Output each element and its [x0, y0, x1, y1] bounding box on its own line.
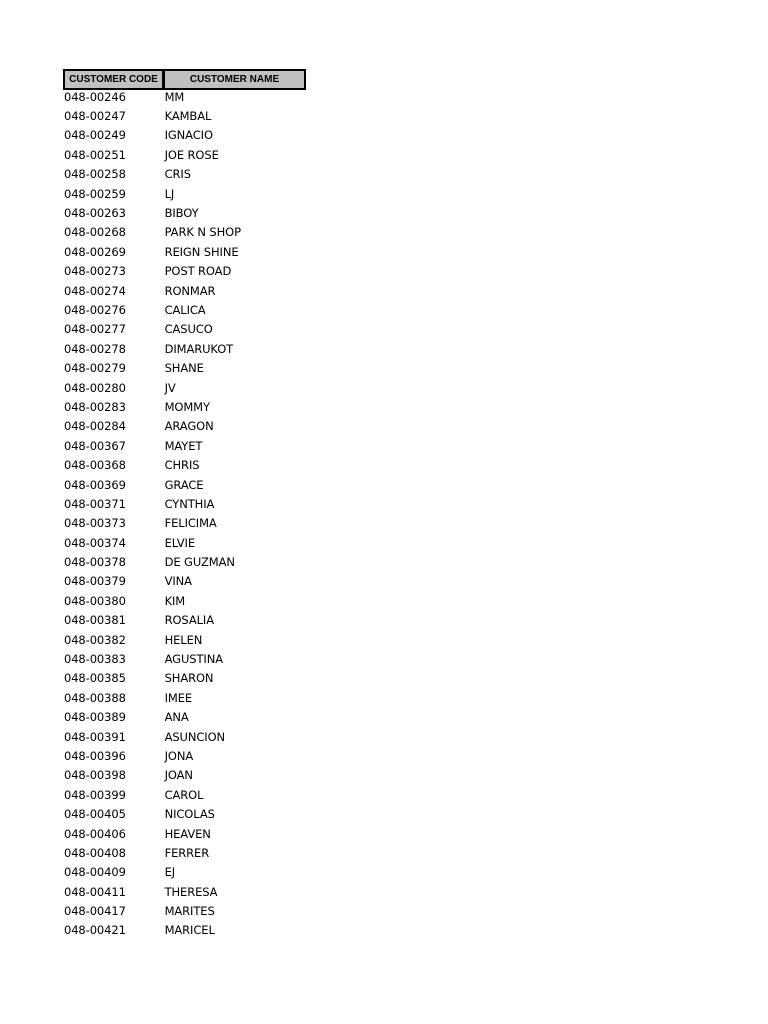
customer-code-cell: 048-00276 [64, 302, 126, 317]
customer-code-cell: 048-00385 [64, 671, 126, 686]
table-row [63, 87, 306, 106]
customer-code-cell: 048-00417 [64, 904, 126, 919]
customer-code-cell: 048-00369 [64, 477, 126, 492]
table-row [63, 417, 306, 436]
customer-code-cell: 048-00381 [64, 613, 126, 628]
table-row [63, 669, 306, 688]
table-row [63, 145, 306, 164]
customer-name-cell: MARICEL [164, 923, 215, 938]
customer-name-cell: CALICA [164, 302, 206, 317]
customer-code-cell: 048-00409 [64, 865, 126, 880]
customer-code-cell: 048-00368 [64, 458, 126, 473]
customer-code-cell: 048-00389 [64, 710, 126, 725]
customer-name-cell: THERESA [164, 884, 218, 899]
table-row [63, 358, 306, 377]
table-header-row [63, 69, 306, 89]
customer-code-cell: 048-00263 [64, 206, 126, 221]
customer-code-cell: 048-00373 [64, 516, 126, 531]
customer-code-cell: 048-00399 [64, 787, 126, 802]
table-row [63, 262, 306, 281]
customer-name-cell: MOMMY [164, 399, 210, 414]
customer-name-cell: FELICIMA [164, 516, 217, 531]
table-row [63, 300, 306, 319]
customer-code-cell: 048-00268 [64, 225, 126, 240]
table-row [63, 824, 306, 843]
customer-code-cell: 048-00382 [64, 632, 126, 647]
customer-code-cell: 048-00383 [64, 652, 126, 667]
customer-name-cell: HEAVEN [164, 826, 211, 841]
table-row [63, 552, 306, 571]
customer-name-cell: CHRIS [164, 458, 200, 473]
customer-code-cell: 048-00379 [64, 574, 126, 589]
customer-code-cell: 048-00259 [64, 186, 126, 201]
table-row [63, 630, 306, 649]
customer-code-cell: 048-00280 [64, 380, 126, 395]
table-row [63, 804, 306, 823]
customer-name-cell: MM [164, 89, 185, 104]
customer-name-cell: ROSALIA [164, 613, 214, 628]
customer-code-cell: 048-00408 [64, 845, 126, 860]
table-row [63, 727, 306, 746]
table-row [63, 320, 306, 339]
customer-name-cell: JOAN [164, 768, 193, 783]
customer-code-cell: 048-00273 [64, 264, 126, 279]
customer-code-cell: 048-00406 [64, 826, 126, 841]
table-row [63, 611, 306, 630]
customer-code-cell: 048-00398 [64, 768, 126, 783]
customer-name-cell: SHANE [164, 361, 204, 376]
customer-name-cell: JONA [164, 748, 194, 763]
customer-name-cell: KAMBAL [164, 109, 212, 124]
table-row [63, 863, 306, 882]
table-row [63, 901, 306, 920]
customer-code-header: CUSTOMER CODE [63, 69, 164, 90]
customer-name-cell: ARAGON [164, 419, 214, 434]
table-row [63, 475, 306, 494]
customer-name-cell: LJ [164, 186, 175, 201]
customer-code-cell: 048-00284 [64, 419, 126, 434]
table-row [63, 242, 306, 261]
table-row [63, 165, 306, 184]
customer-code-cell: 048-00396 [64, 748, 126, 763]
customer-name-cell: FERRER [164, 845, 210, 860]
table-row [63, 436, 306, 455]
customer-name-cell: IMEE [164, 690, 193, 705]
customer-name-header: CUSTOMER NAME [163, 69, 306, 90]
customer-name-cell: RONMAR [164, 283, 216, 298]
table-row [63, 649, 306, 668]
customer-name-cell: KIM [164, 593, 186, 608]
table-row [63, 688, 306, 707]
customer-name-cell: VINA [164, 574, 192, 589]
customer-code-cell: 048-00278 [64, 341, 126, 356]
table-row [63, 494, 306, 513]
customer-code-cell: 048-00274 [64, 283, 126, 298]
customer-code-cell: 048-00388 [64, 690, 126, 705]
table-row [63, 533, 306, 552]
customer-code-cell: 048-00246 [64, 89, 126, 104]
customer-name-cell: IGNACIO [164, 128, 213, 143]
customer-name-cell: MAYET [164, 438, 203, 453]
customer-code-cell: 048-00258 [64, 167, 126, 182]
table-row [63, 281, 306, 300]
customer-code-cell: 048-00251 [64, 147, 126, 162]
customer-name-cell: JV [164, 380, 176, 395]
customer-code-cell: 048-00391 [64, 729, 126, 744]
customer-code-cell: 048-00283 [64, 399, 126, 414]
customer-code-cell: 048-00374 [64, 535, 126, 550]
customer-code-cell: 048-00249 [64, 128, 126, 143]
customer-name-cell: DIMARUKOT [164, 341, 234, 356]
customer-name-cell: MARITES [164, 904, 215, 919]
table-row [63, 572, 306, 591]
customer-name-cell: POST ROAD [164, 264, 232, 279]
table-row [63, 843, 306, 862]
customer-code-cell: 048-00367 [64, 438, 126, 453]
customer-name-cell: EJ [164, 865, 176, 880]
table-row [63, 746, 306, 765]
customer-name-cell: CYNTHIA [164, 496, 215, 511]
customer-table [63, 69, 306, 938]
customer-code-cell: 048-00277 [64, 322, 126, 337]
customer-name-cell: HELEN [164, 632, 203, 647]
table-row [63, 339, 306, 358]
customer-name-cell: REIGN SHINE [164, 244, 239, 259]
table-row [63, 921, 306, 940]
customer-name-cell: AGUSTINA [164, 652, 223, 667]
table-row [63, 882, 306, 901]
customer-code-cell: 048-00421 [64, 923, 126, 938]
customer-name-cell: NICOLAS [164, 807, 215, 822]
customer-name-cell: ASUNCION [164, 729, 226, 744]
table-row [63, 378, 306, 397]
customer-code-cell: 048-00247 [64, 109, 126, 124]
customer-code-cell: 048-00269 [64, 244, 126, 259]
table-row [63, 106, 306, 125]
customer-name-cell: BIBOY [164, 206, 199, 221]
table-row [63, 591, 306, 610]
table-row [63, 126, 306, 145]
table-row [63, 203, 306, 222]
customer-code-cell: 048-00279 [64, 361, 126, 376]
customer-code-cell: 048-00378 [64, 555, 126, 570]
customer-code-cell: 048-00371 [64, 496, 126, 511]
customer-name-cell: CRIS [164, 167, 191, 182]
customer-name-cell: ELVIE [164, 535, 196, 550]
table-body [63, 87, 306, 940]
customer-code-cell: 048-00405 [64, 807, 126, 822]
customer-name-cell: GRACE [164, 477, 204, 492]
table-row [63, 785, 306, 804]
customer-name-cell: PARK N SHOP [164, 225, 241, 240]
customer-name-cell: CASUCO [164, 322, 213, 337]
table-row [63, 708, 306, 727]
table-row [63, 397, 306, 416]
table-row [63, 514, 306, 533]
table-row [63, 223, 306, 242]
table-row [63, 184, 306, 203]
table-row [63, 766, 306, 785]
customer-name-cell: JOE ROSE [164, 147, 219, 162]
table-row [63, 455, 306, 474]
customer-name-cell: SHARON [164, 671, 214, 686]
customer-name-cell: DE GUZMAN [164, 555, 235, 570]
customer-name-cell: ANA [164, 710, 189, 725]
customer-code-cell: 048-00380 [64, 593, 126, 608]
customer-code-cell: 048-00411 [64, 884, 126, 899]
customer-name-cell: CAROL [164, 787, 204, 802]
